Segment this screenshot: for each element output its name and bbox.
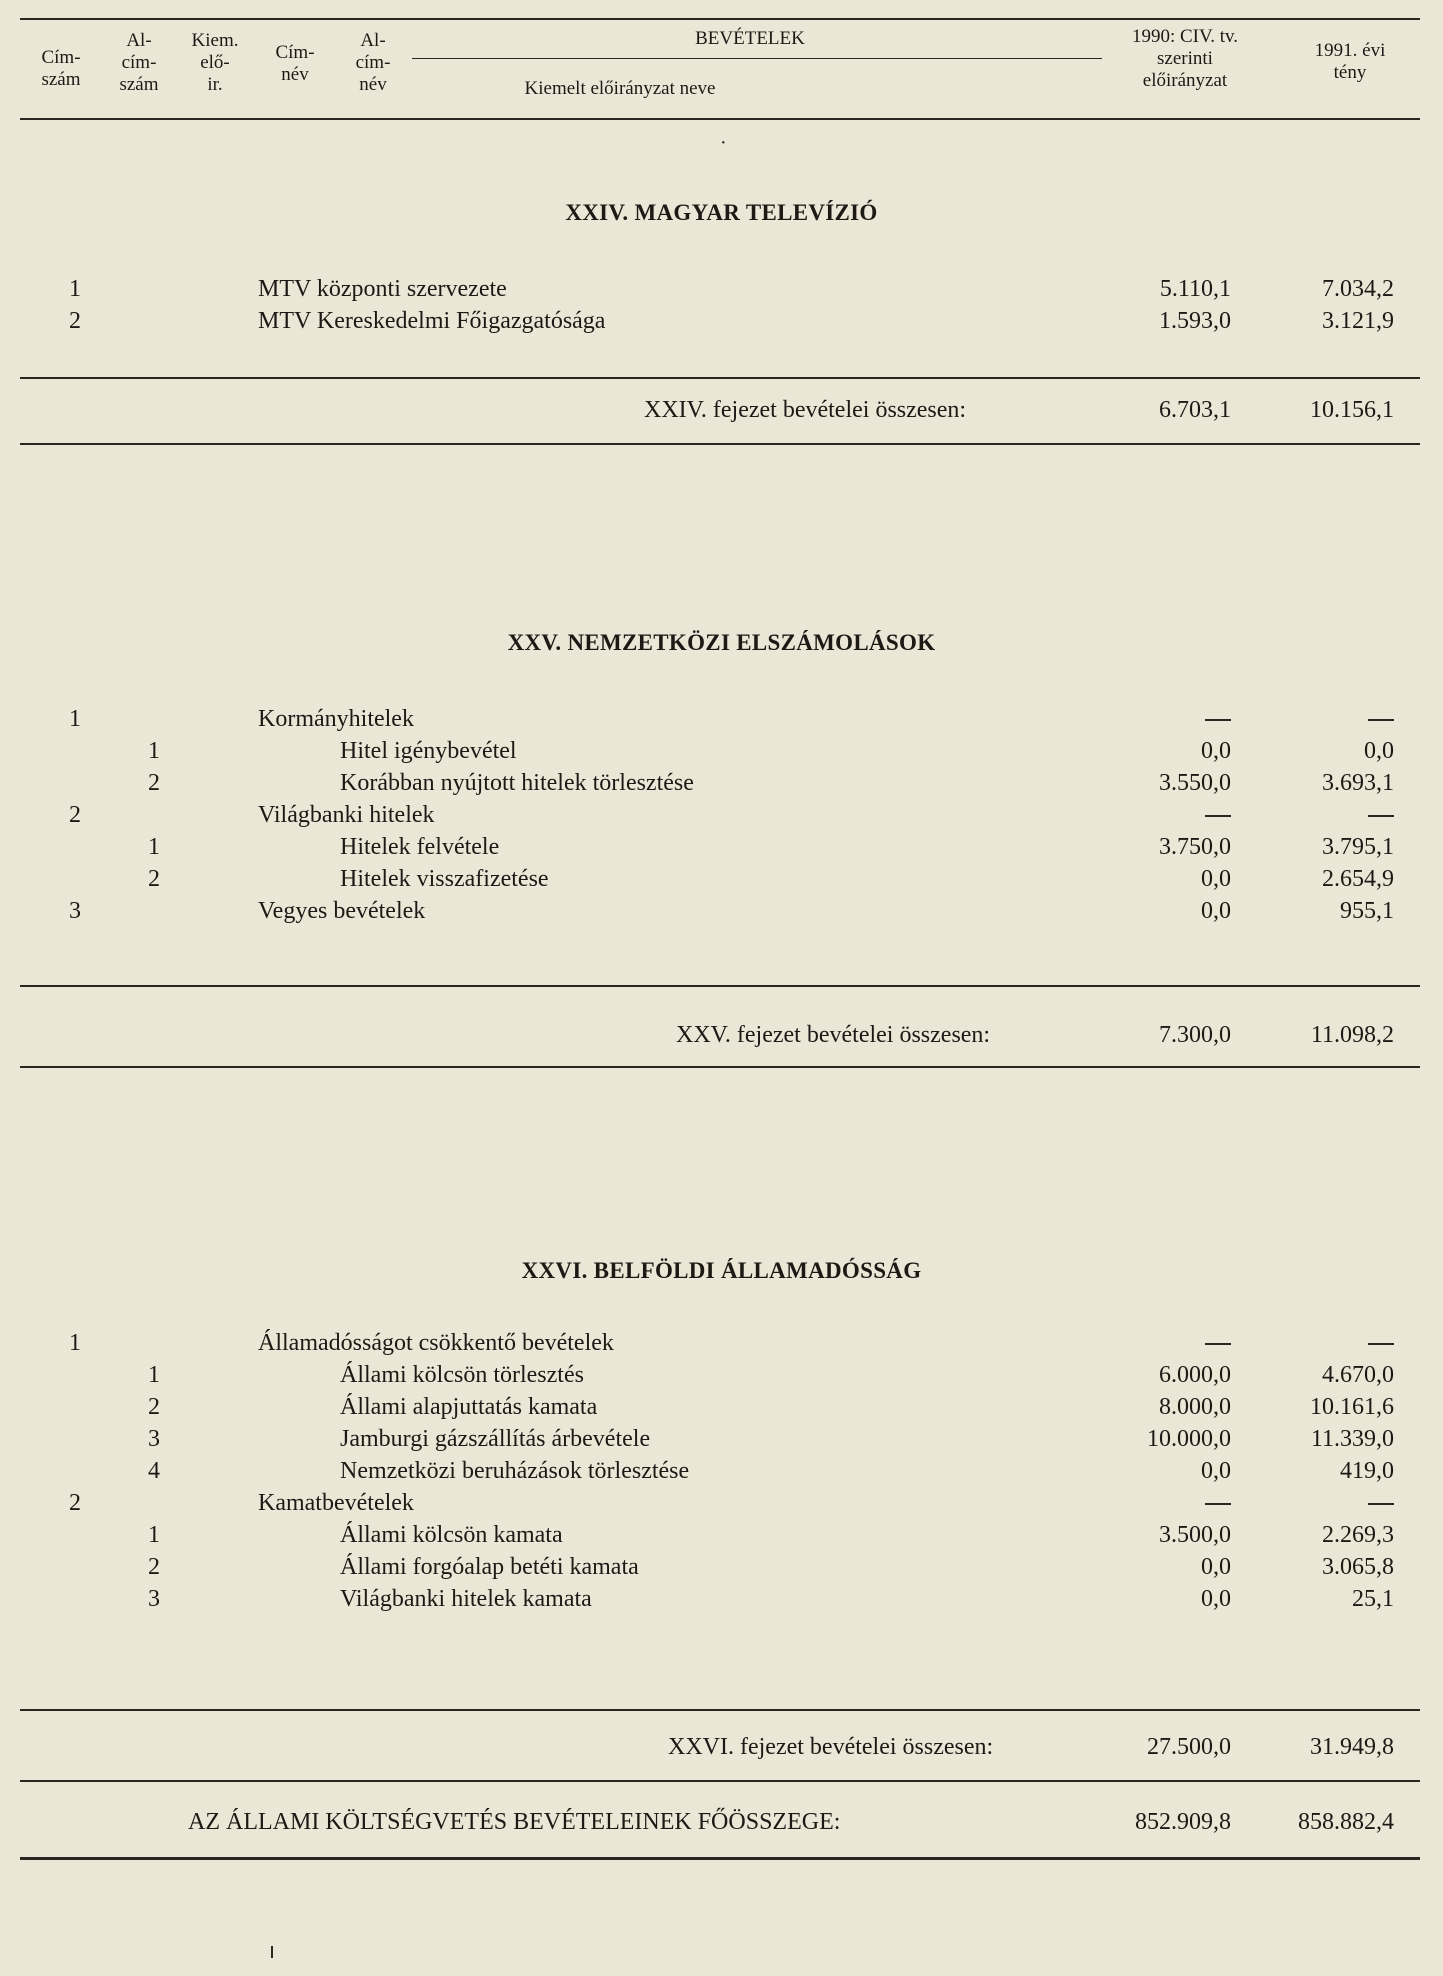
table-row xyxy=(0,898,1443,934)
table-row xyxy=(0,706,1443,742)
value-1990: 0,0 xyxy=(1201,898,1231,924)
value-1990: 0,0 xyxy=(1201,1586,1231,1612)
value-1991: 3.065,8 xyxy=(1322,1554,1394,1580)
section-title-xxiv: XXIV. MAGYAR TELEVÍZIÓ xyxy=(565,200,878,225)
total-bottom-rule-xxv xyxy=(20,1066,1420,1068)
total-1990-xxvi: 27.500,0 xyxy=(1147,1734,1231,1760)
table-row xyxy=(0,1554,1443,1590)
alcim-szam: 3 xyxy=(148,1586,160,1612)
table-row xyxy=(0,1522,1443,1558)
alcim-nev: Jamburgi gázszállítás árbevétele xyxy=(340,1426,651,1452)
cim-nev: Kormányhitelek xyxy=(258,706,414,732)
cim-szam: 2 xyxy=(69,802,81,828)
value-1991: 2.654,9 xyxy=(1322,866,1394,892)
table-row xyxy=(0,276,1443,312)
total-1990-xxv: 7.300,0 xyxy=(1159,1022,1231,1048)
value-1990: 3.500,0 xyxy=(1159,1522,1231,1548)
header-cimszam: Cím- szám xyxy=(41,47,81,90)
cim-szam: 2 xyxy=(69,1490,81,1516)
table-row xyxy=(0,1394,1443,1430)
header-cimnev: Cím- név xyxy=(275,42,315,85)
alcim-nev: Állami alapjuttatás kamata xyxy=(340,1394,598,1420)
value-1990: 10.000,0 xyxy=(1147,1426,1231,1452)
total-top-rule-xxvi xyxy=(20,1709,1420,1711)
total-top-rule-xxv xyxy=(20,985,1420,987)
dash-1991 xyxy=(1368,1490,1394,1517)
alcim-nev: Hitel igénybevétel xyxy=(340,738,517,764)
value-1991: 955,1 xyxy=(1340,898,1394,924)
total-label-xxiv: XXIV. fejezet bevételei összesen: xyxy=(644,397,967,423)
cim-nev: Világbanki hitelek xyxy=(258,802,435,828)
value-1991: 3.795,1 xyxy=(1322,834,1394,860)
cim-nev: MTV központi szervezete xyxy=(258,276,507,302)
value-1990: 0,0 xyxy=(1201,1458,1231,1484)
total-1991-xxiv: 10.156,1 xyxy=(1310,397,1394,423)
total-label-xxvi: XXVI. fejezet bevételei összesen: xyxy=(668,1734,994,1760)
table-row xyxy=(0,1586,1443,1622)
value-1990: 8.000,0 xyxy=(1159,1394,1231,1420)
alcim-szam: 2 xyxy=(148,1554,160,1580)
table-row xyxy=(0,770,1443,806)
header-1991: 1991. évi tény xyxy=(1314,40,1386,83)
grand-total-1990: 852.909,8 xyxy=(1135,1809,1231,1835)
grand-total-1991: 858.882,4 xyxy=(1298,1809,1394,1835)
value-1991: 419,0 xyxy=(1340,1458,1394,1484)
value-1990: 0,0 xyxy=(1201,866,1231,892)
value-1990: 3.750,0 xyxy=(1159,834,1231,860)
value-1990: 6.000,0 xyxy=(1159,1362,1231,1388)
header-bevetelek: BEVÉTELEK xyxy=(695,28,805,49)
header-1990: 1990: CIV. tv. szerinti előirányzat xyxy=(1131,26,1239,91)
total-1991-xxvi: 31.949,8 xyxy=(1310,1734,1394,1760)
cim-szam: 1 xyxy=(69,706,81,732)
cim-szam: 3 xyxy=(69,898,81,924)
dash-1990 xyxy=(1205,1490,1231,1517)
total-label-xxv: XXV. fejezet bevételei összesen: xyxy=(676,1022,991,1048)
header-alcimnev: Al- cím- név xyxy=(355,30,391,95)
alcim-szam: 1 xyxy=(148,834,160,860)
table-row xyxy=(0,866,1443,902)
table-row xyxy=(0,1330,1443,1366)
dash-1990 xyxy=(1205,706,1231,733)
alcim-nev: Hitelek visszafizetése xyxy=(340,866,549,892)
cim-nev: Vegyes bevételek xyxy=(258,898,426,924)
cim-szam: 2 xyxy=(69,308,81,334)
grand-total-label: AZ ÁLLAMI KÖLTSÉGVETÉS BEVÉTELEINEK FŐÖSSZEGE: xyxy=(188,1809,841,1835)
dash-1990 xyxy=(1205,802,1231,829)
section-title-xxv: XXV. NEMZETKÖZI ELSZÁMOLÁSOK xyxy=(507,630,936,655)
dash-1991 xyxy=(1368,802,1394,829)
total-bottom-rule-xxvi xyxy=(20,1780,1420,1782)
value-1990: 0,0 xyxy=(1201,1554,1231,1580)
header-kiemelt-neve: Kiemelt előirányzat neve xyxy=(524,78,716,99)
total-1991-xxv: 11.098,2 xyxy=(1310,1022,1394,1048)
header-bottom-rule xyxy=(20,118,1420,120)
value-1990: 0,0 xyxy=(1201,738,1231,764)
header-kiemelt-eloiranyzat: Kiem. elő- ir. xyxy=(191,30,239,95)
value-1991: 2.269,3 xyxy=(1322,1522,1394,1548)
value-1991: 4.670,0 xyxy=(1322,1362,1394,1388)
value-1991: 3.693,1 xyxy=(1322,770,1394,796)
bevetelek-underline xyxy=(412,58,1102,59)
header-top-rule xyxy=(20,18,1420,20)
table-row xyxy=(0,834,1443,870)
dash-1991 xyxy=(1368,706,1394,733)
alcim-szam: 1 xyxy=(148,738,160,764)
alcim-nev: Állami forgóalap betéti kamata xyxy=(340,1554,639,1580)
alcim-szam: 1 xyxy=(148,1522,160,1548)
value-1991: 11.339,0 xyxy=(1310,1426,1394,1452)
alcim-szam: 4 xyxy=(148,1458,160,1484)
value-1991: 0,0 xyxy=(1364,738,1394,764)
value-1990: 1.593,0 xyxy=(1159,308,1231,334)
dash-1991 xyxy=(1368,1330,1394,1357)
alcim-nev: Hitelek felvétele xyxy=(340,834,500,860)
section-title-xxvi: XXVI. BELFÖLDI ÁLLAMADÓSSÁG xyxy=(521,1258,922,1283)
alcim-nev: Világbanki hitelek kamata xyxy=(340,1586,592,1612)
header-dot: · xyxy=(720,132,727,154)
alcim-nev: Állami kölcsön kamata xyxy=(340,1522,563,1548)
table-row xyxy=(0,1426,1443,1462)
table-row xyxy=(0,802,1443,838)
table-row xyxy=(0,1458,1443,1494)
alcim-nev: Korábban nyújtott hitelek törlesztése xyxy=(340,770,694,796)
alcim-szam: 2 xyxy=(148,1394,160,1420)
table-row xyxy=(0,738,1443,774)
table-row xyxy=(0,1362,1443,1398)
total-bottom-rule-xxiv xyxy=(20,443,1420,445)
value-1990: 3.550,0 xyxy=(1159,770,1231,796)
alcim-nev: Nemzetközi beruházások törlesztése xyxy=(340,1458,690,1484)
grand-total-bottom-rule xyxy=(20,1857,1420,1860)
value-1991: 3.121,9 xyxy=(1322,308,1394,334)
alcim-szam: 3 xyxy=(148,1426,160,1452)
dash-1990 xyxy=(1205,1330,1231,1357)
alcim-szam: 2 xyxy=(148,866,160,892)
table-row xyxy=(0,308,1443,344)
table-row xyxy=(0,1490,1443,1526)
value-1991: 25,1 xyxy=(1352,1586,1394,1612)
cim-nev: Kamatbevételek xyxy=(258,1490,414,1516)
total-1990-xxiv: 6.703,1 xyxy=(1159,397,1231,423)
alcim-szam: 1 xyxy=(148,1362,160,1388)
bottom-mark xyxy=(271,1946,273,1958)
alcim-nev: Állami kölcsön törlesztés xyxy=(340,1362,584,1388)
alcim-szam: 2 xyxy=(148,770,160,796)
cim-nev: Államadósságot csökkentő bevételek xyxy=(258,1330,614,1356)
cim-nev: MTV Kereskedelmi Főigazgatósága xyxy=(258,308,606,334)
total-top-rule-xxiv xyxy=(20,377,1420,379)
value-1991: 10.161,6 xyxy=(1310,1394,1394,1420)
value-1991: 7.034,2 xyxy=(1322,276,1394,302)
cim-szam: 1 xyxy=(69,276,81,302)
value-1990: 5.110,1 xyxy=(1159,276,1231,302)
header-alcimszam: Al- cím- szám xyxy=(119,30,159,95)
cim-szam: 1 xyxy=(69,1330,81,1356)
